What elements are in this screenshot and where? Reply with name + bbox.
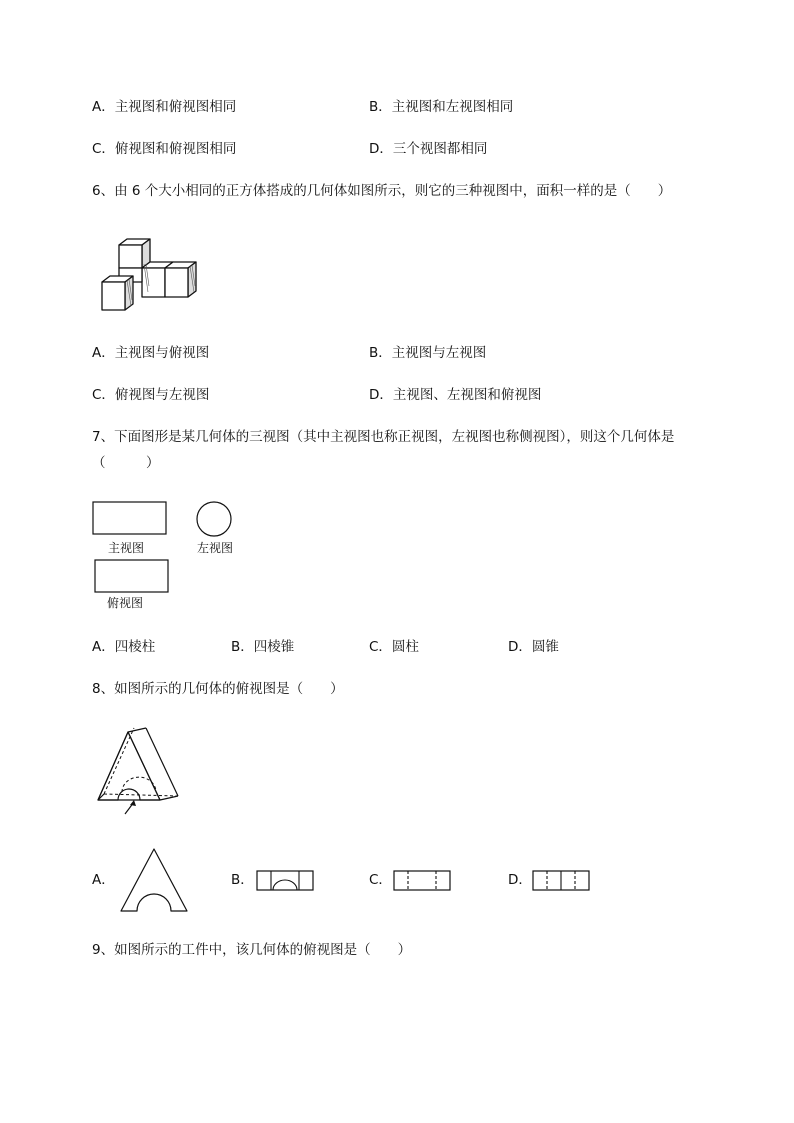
q6-option-d: D．主视图、左视图和俯视图 — [369, 387, 542, 403]
q8-option-d-figure — [532, 870, 592, 892]
q5-option-a: A．主视图和俯视图相同 — [92, 99, 237, 115]
front-view-rectangle — [93, 502, 166, 534]
q7-option-b: B．四棱锥 — [231, 639, 295, 655]
q5-option-d: D．三个视图都相同 — [369, 141, 488, 157]
q5-option-c: C．俯视图和俯视图相同 — [92, 141, 237, 157]
q6-stem: 6、由 6 个大小相同的正方体搭成的几何体如图所示，则它的三种视图中，面积一样的是（ ） — [92, 183, 672, 199]
q7-option-a: A．四棱柱 — [92, 639, 156, 655]
q5-option-b: B．主视图和左视图相同 — [369, 99, 514, 115]
q6-option-a: A．主视图与俯视图 — [92, 345, 210, 361]
q8-option-c-figure — [393, 870, 453, 892]
q6-cube-figure — [96, 236, 206, 316]
q6-option-b: B．主视图与左视图 — [369, 345, 487, 361]
left-view-circle — [197, 502, 231, 536]
q7-caption-left: 左视图 — [197, 541, 234, 555]
q8-option-d-letter: D． — [508, 872, 532, 888]
top-view-rectangle — [95, 560, 168, 592]
q8-option-b-letter: B． — [231, 872, 254, 888]
q7-option-c: C．圆柱 — [369, 639, 419, 655]
q7-caption-top: 俯视图 — [107, 596, 144, 610]
q7-option-d: D．圆锥 — [508, 639, 559, 655]
q7-stem-continuation: （ ） — [92, 455, 160, 471]
q8-option-b-figure — [256, 870, 316, 892]
q8-arch-solid-figure — [94, 726, 184, 818]
q8-stem: 8、如图所示的几何体的俯视图是（ ） — [92, 681, 344, 697]
q9-stem: 9、如图所示的工件中，该几何体的俯视图是（ ） — [92, 942, 412, 958]
q8-option-c-letter: C． — [369, 872, 392, 888]
q8-option-a-figure — [118, 846, 190, 914]
q8-option-a-letter: A． — [92, 872, 115, 888]
q7-stem: 7、下面图形是某几何体的三视图（其中主视图也称正视图，左视图也称侧视图），则这个几何体是 — [92, 429, 675, 445]
q7-caption-front: 主视图 — [108, 541, 145, 555]
q6-option-c: C．俯视图与左视图 — [92, 387, 210, 403]
